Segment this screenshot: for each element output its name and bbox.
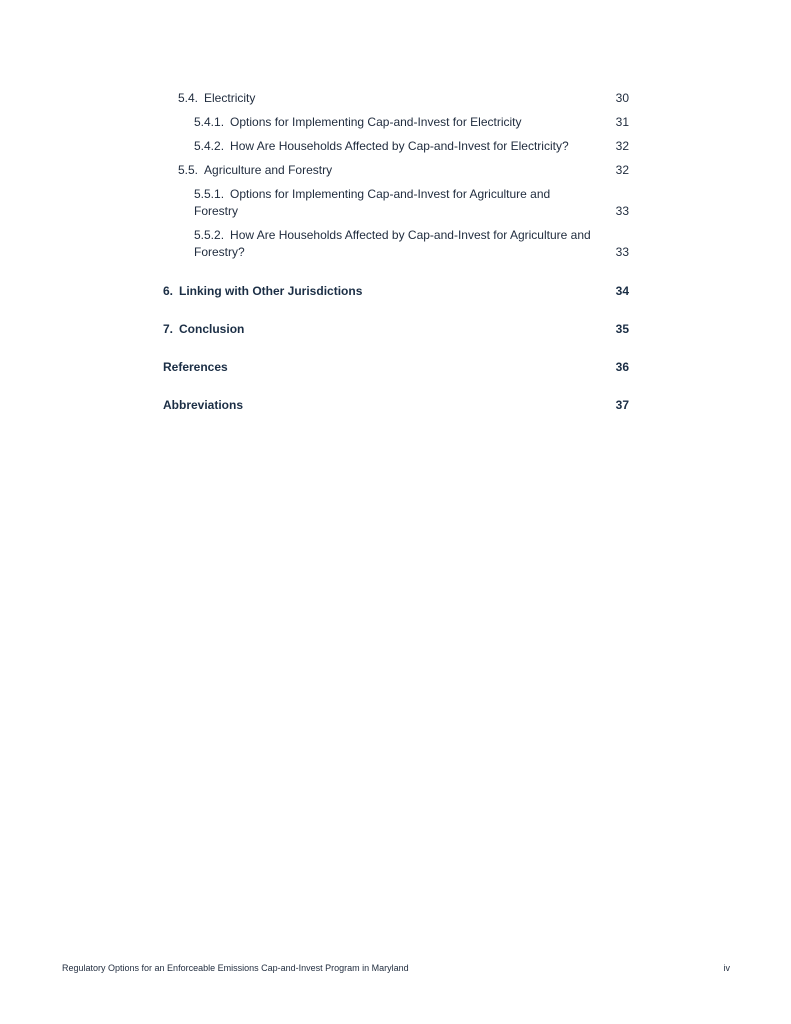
toc-entry-page: 35	[615, 322, 629, 336]
toc-entry-page: 31	[615, 115, 629, 129]
toc-entry-5-5-1[interactable]	[163, 186, 629, 220]
toc-entry-5-5-2[interactable]	[163, 227, 629, 261]
toc-entry-references[interactable]	[163, 359, 629, 376]
toc-entry-abbreviations[interactable]	[163, 397, 629, 414]
toc-entry-5-4[interactable]	[163, 90, 629, 107]
toc-entry-title: 5.5. Agriculture and Forestry	[178, 163, 333, 177]
toc-entry-6[interactable]	[163, 283, 629, 300]
toc-entry-page: 32	[615, 139, 629, 153]
toc-entry-5-4-1[interactable]	[163, 114, 629, 131]
toc-entry-title: 5.4. Electricity	[178, 91, 256, 105]
toc-entry-page: 34	[615, 284, 629, 298]
toc-entry-title: References	[163, 360, 228, 374]
toc-entry-title: 5.5.1. Options for Implementing Cap-and-Invest for Agriculture and Forestry	[194, 187, 551, 218]
table-of-contents	[163, 90, 629, 435]
toc-entry-page: 37	[615, 398, 629, 412]
toc-entry-page: 33	[615, 245, 629, 259]
footer-page-number: iv	[723, 963, 730, 973]
footer-document-title: Regulatory Options for an Enforceable Emissions Cap-and-Invest Program in Maryland	[62, 963, 409, 973]
toc-entry-page: 36	[615, 360, 629, 374]
toc-entry-title: 5.4.2. How Are Households Affected by Cap-and-Invest for Electricity?	[194, 139, 569, 153]
toc-entry-title: 7. Conclusion	[163, 322, 245, 336]
toc-entry-title: 5.4.1. Options for Implementing Cap-and-Invest for Electricity	[194, 115, 522, 129]
toc-entry-7[interactable]	[163, 321, 629, 338]
toc-entry-page: 33	[615, 204, 629, 218]
toc-entry-5-5[interactable]	[163, 162, 629, 179]
toc-entry-page: 32	[615, 163, 629, 177]
toc-entry-page: 30	[615, 91, 629, 105]
toc-entry-title: 5.5.2. How Are Households Affected by Cap-and-Invest for Agriculture and Forestry?	[194, 228, 591, 259]
toc-entry-5-4-2[interactable]	[163, 138, 629, 155]
toc-entry-title: Abbreviations	[163, 398, 244, 412]
toc-entry-title: 6. Linking with Other Jurisdictions	[163, 284, 363, 298]
